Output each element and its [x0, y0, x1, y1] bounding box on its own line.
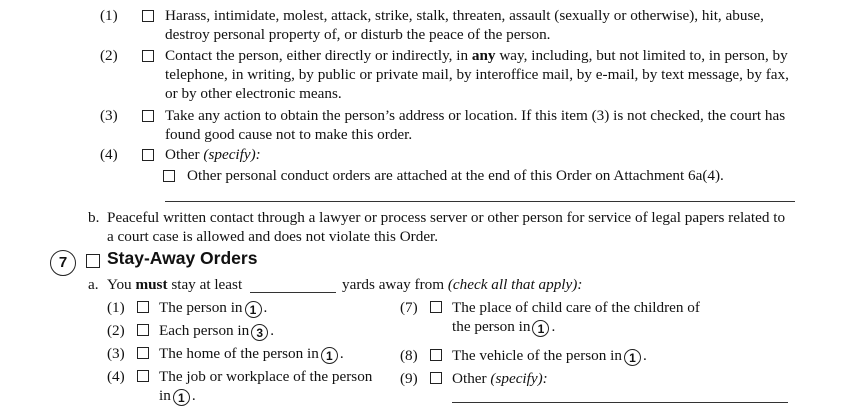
- attachment-text: Other personal conduct orders are attached at the end of this Order on Attachment 6a(4).: [187, 167, 724, 184]
- checkbox-vehicle[interactable]: [430, 349, 442, 361]
- item-text: Harass, intimidate, molest, attack, strike, stalk, threaten, assault (sexually or otherwise), hit, abuse,: [165, 7, 764, 24]
- ref-circle: 1: [321, 347, 338, 364]
- specify-line[interactable]: [165, 201, 795, 202]
- other-specify-line[interactable]: [452, 402, 788, 403]
- item-number: (3): [100, 107, 118, 124]
- checkbox-stay-away[interactable]: [86, 254, 100, 268]
- item-number: (7): [400, 299, 418, 316]
- item-text: The person in 1 .: [159, 299, 268, 317]
- checkbox-person[interactable]: [137, 301, 149, 313]
- checkbox-each-person[interactable]: [137, 324, 149, 336]
- stay-away-text: yards away from (check all that apply):: [342, 276, 583, 293]
- item-text: Take any action to obtain the person’s address or location. If this item (3) is not checked, the court has: [165, 107, 786, 124]
- item-text: The vehicle of the person in 1 .: [452, 347, 647, 365]
- item-text: found good cause not to make this order.: [165, 126, 413, 143]
- item-text: The place of child care of the children of: [452, 299, 700, 316]
- item-number: (4): [107, 368, 125, 385]
- item-text: the person in 1 .: [452, 318, 556, 336]
- ref-circle: 1: [245, 301, 262, 318]
- checkbox-location[interactable]: [142, 110, 154, 122]
- checkbox-child-care[interactable]: [430, 301, 442, 313]
- item-label: a.: [88, 276, 99, 293]
- section-number-badge: 7: [50, 250, 76, 276]
- item-text: Contact the person, either directly or indirectly, in any way, including, but not limited to, in person, by: [165, 47, 788, 64]
- item-text: Each person in 3 .: [159, 322, 275, 340]
- item-number: (1): [107, 299, 125, 316]
- item-number: (2): [100, 47, 118, 64]
- paragraph-text: a court case is allowed and does not violate this Order.: [107, 228, 439, 245]
- item-number: (2): [107, 322, 125, 339]
- checkbox-other-place[interactable]: [430, 372, 442, 384]
- checkbox-attachment[interactable]: [163, 170, 175, 182]
- item-text: Other (specify):: [165, 146, 261, 163]
- item-text: in 1 .: [159, 387, 196, 405]
- ref-circle: 1: [532, 320, 549, 337]
- item-number: (4): [100, 146, 118, 163]
- stay-away-text: You must stay at least: [107, 276, 243, 293]
- checkbox-other[interactable]: [142, 149, 154, 161]
- item-text: destroy personal property of, or disturb the peace of the person.: [165, 26, 551, 43]
- item-text: or by other electronic means.: [165, 85, 342, 102]
- item-number: (3): [107, 345, 125, 362]
- item-text: telephone, in writing, by public or private mail, by interoffice mail, by e-mail, by text message, by fax,: [165, 66, 789, 83]
- ref-circle: 1: [173, 389, 190, 406]
- item-text: The job or workplace of the person: [159, 368, 373, 385]
- checkbox-home[interactable]: [137, 347, 149, 359]
- checkbox-harass[interactable]: [142, 10, 154, 22]
- item-number: (9): [400, 370, 418, 387]
- paragraph-text: Peaceful written contact through a lawyer or process server or other person for service of legal papers related to: [107, 209, 786, 226]
- checkbox-contact[interactable]: [142, 50, 154, 62]
- checkbox-workplace[interactable]: [137, 370, 149, 382]
- yards-field[interactable]: [250, 292, 336, 293]
- ref-circle: 1: [624, 349, 641, 366]
- item-number: (8): [400, 347, 418, 364]
- item-text: Other (specify):: [452, 370, 548, 387]
- item-text: The home of the person in 1 .: [159, 345, 344, 363]
- section-title: Stay-Away Orders: [107, 248, 258, 268]
- item-label: b.: [88, 209, 100, 226]
- ref-circle: 3: [251, 324, 268, 341]
- item-number: (1): [100, 7, 118, 24]
